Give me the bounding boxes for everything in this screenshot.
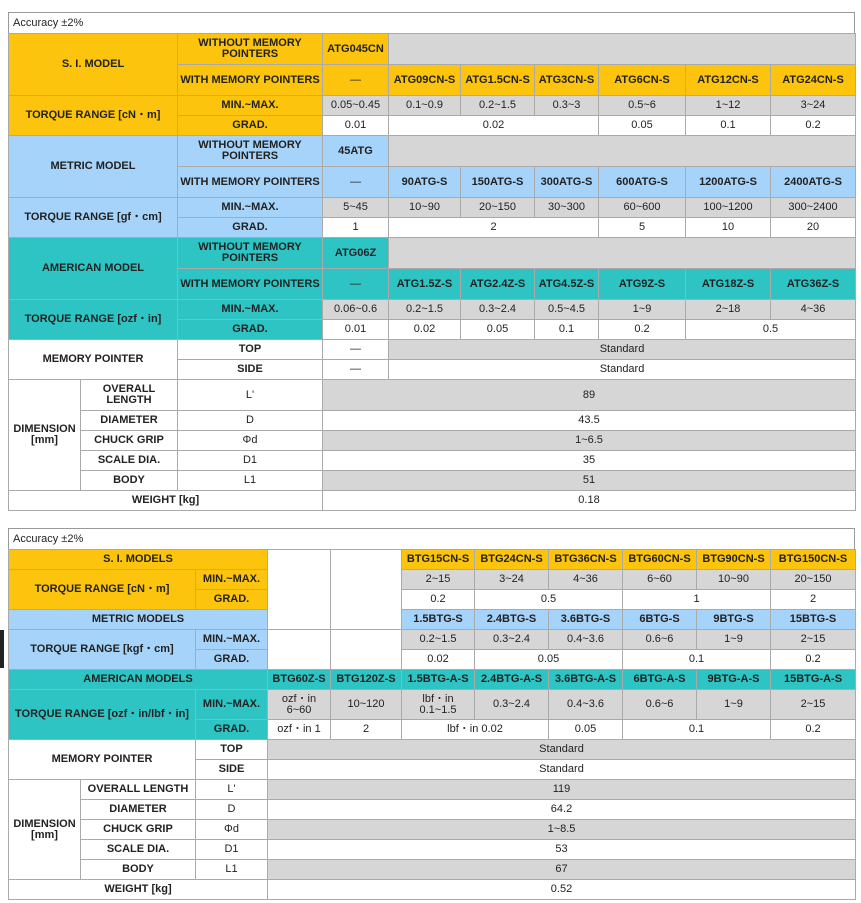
range-cell: 0.1~0.9	[389, 96, 461, 116]
dim-name: BODY	[81, 471, 178, 491]
dim-symbol: L'	[196, 780, 268, 800]
range-cell: 2~15	[771, 690, 856, 720]
range-cell: 1~12	[686, 96, 771, 116]
dim-value: 89	[323, 380, 856, 411]
accuracy-note: Accuracy ±2%	[8, 528, 855, 549]
model-cell: 15BTG-S	[771, 610, 856, 630]
range-cell: 20~150	[771, 570, 856, 590]
range-cell: 1~9	[599, 300, 686, 320]
dim-value: 43.5	[323, 411, 856, 431]
american-models-label: AMERICAN MODELS	[9, 670, 268, 690]
model-cell: ATG24CN-S	[771, 65, 856, 96]
empty-cell	[389, 34, 856, 65]
model-cell: —	[323, 65, 389, 96]
american-model-label: AMERICAN MODEL	[9, 238, 178, 300]
range-cell: 1~9	[697, 690, 771, 720]
memory-pointer-label: MEMORY POINTER	[9, 340, 178, 380]
minmax-label: MIN.~MAX.	[178, 96, 323, 116]
model-cell: ATG1.5CN-S	[461, 65, 535, 96]
grad-cell: 0.05	[599, 116, 686, 136]
model-cell: 9BTG-A-S	[697, 670, 771, 690]
dim-symbol: L1	[178, 471, 323, 491]
grad-cell: 2	[389, 218, 599, 238]
range-cell: 3~24	[475, 570, 549, 590]
dim-symbol: L1	[196, 860, 268, 880]
range-cell: 10~90	[697, 570, 771, 590]
range-cell: 20~150	[461, 198, 535, 218]
metric-model-label: METRIC MODEL	[9, 136, 178, 198]
without-mp-label: WITHOUT MEMORY POINTERS	[178, 34, 323, 65]
torque-range-label: TORQUE RANGE [cN・m]	[9, 96, 178, 136]
grad-cell: 0.1	[623, 650, 771, 670]
grad-cell: lbf・in 0.02	[402, 720, 549, 740]
model-cell: 3.6BTG-S	[549, 610, 623, 630]
minmax-label: MIN.~MAX.	[196, 690, 268, 720]
model-cell: 45ATG	[323, 136, 389, 167]
top-label: TOP	[196, 740, 268, 760]
model-cell: BTG24CN-S	[475, 550, 549, 570]
grad-cell: 0.02	[389, 116, 599, 136]
empty-cell	[268, 630, 331, 670]
range-cell: 0.05~0.45	[323, 96, 389, 116]
without-mp-label: WITHOUT MEMORY POINTERS	[178, 136, 323, 167]
model-cell: BTG36CN-S	[549, 550, 623, 570]
mp-standard: Standard	[268, 760, 856, 780]
model-cell: 90ATG-S	[389, 167, 461, 198]
range-cell: 4~36	[771, 300, 856, 320]
range-cell: 10~120	[331, 690, 402, 720]
minmax-label: MIN.~MAX.	[178, 198, 323, 218]
model-cell: 300ATG-S	[535, 167, 599, 198]
grad-cell: ozf・in 1	[268, 720, 331, 740]
grad-cell: 0.1	[623, 720, 771, 740]
model-cell: ATG2.4Z-S	[461, 269, 535, 300]
range-cell: 0.2~1.5	[402, 630, 475, 650]
grad-label: GRAD.	[196, 590, 268, 610]
grad-cell: 0.02	[402, 650, 475, 670]
dim-name: OVERALL LENGTH	[81, 380, 178, 411]
range-cell: 0.2~1.5	[461, 96, 535, 116]
dim-symbol: L'	[178, 380, 323, 411]
metric-models-label: METRIC MODELS	[9, 610, 268, 630]
model-cell: ATG09CN-S	[389, 65, 461, 96]
model-cell: ATG36Z-S	[771, 269, 856, 300]
dim-name: CHUCK GRIP	[81, 820, 196, 840]
dim-value: 1~6.5	[323, 431, 856, 451]
range-cell: 0.3~2.4	[475, 690, 549, 720]
mp-cell: —	[323, 340, 389, 360]
model-cell: 150ATG-S	[461, 167, 535, 198]
model-cell: BTG120Z-S	[331, 670, 402, 690]
model-cell: BTG60CN-S	[623, 550, 697, 570]
model-cell: ATG045CN	[323, 34, 389, 65]
empty-cell	[389, 136, 856, 167]
grad-cell: 0.05	[475, 650, 623, 670]
btg-spec-table	[8, 549, 856, 740]
grad-cell: 0.5	[475, 590, 623, 610]
grad-cell: 0.01	[323, 320, 389, 340]
grad-cell: 5	[599, 218, 686, 238]
range-cell: 1~9	[697, 630, 771, 650]
grad-cell: 0.05	[549, 720, 623, 740]
mp-cell: —	[323, 360, 389, 380]
grad-cell: 0.02	[389, 320, 461, 340]
model-cell: ATG6CN-S	[599, 65, 686, 96]
empty-cell	[389, 238, 856, 269]
range-cell: 0.6~6	[623, 690, 697, 720]
dim-value: 51	[323, 471, 856, 491]
model-cell: 1.5BTG-S	[402, 610, 475, 630]
range-cell: 0.06~0.6	[323, 300, 389, 320]
torque-range-label: TORQUE RANGE [ozf・in/lbf・in]	[9, 690, 196, 740]
model-cell: ATG06Z	[323, 238, 389, 269]
model-cell: 1.5BTG-A-S	[402, 670, 475, 690]
range-cell: ozf・in 6~60	[268, 690, 331, 720]
without-mp-label: WITHOUT MEMORY POINTERS	[178, 238, 323, 269]
grad-cell: 0.5	[686, 320, 856, 340]
grad-cell: 0.1	[686, 116, 771, 136]
memory-pointer-label: MEMORY POINTER	[9, 740, 196, 780]
grad-cell: 20	[771, 218, 856, 238]
dim-name: DIAMETER	[81, 411, 178, 431]
model-cell: 2.4BTG-A-S	[475, 670, 549, 690]
torque-range-label: TORQUE RANGE [cN・m]	[9, 570, 196, 610]
torque-range-label: TORQUE RANGE [ozf・in]	[9, 300, 178, 340]
grad-cell: 0.2	[771, 650, 856, 670]
range-cell: lbf・in 0.1~1.5	[402, 690, 475, 720]
grad-cell: 2	[331, 720, 402, 740]
minmax-label: MIN.~MAX.	[196, 570, 268, 590]
dim-symbol: Φd	[196, 820, 268, 840]
model-cell: BTG150CN-S	[771, 550, 856, 570]
model-cell: BTG90CN-S	[697, 550, 771, 570]
atg-spec-table	[8, 33, 856, 380]
empty-cell	[331, 630, 402, 670]
model-cell: —	[323, 167, 389, 198]
range-cell: 10~90	[389, 198, 461, 218]
si-model-label: S. I. MODEL	[9, 34, 178, 96]
dim-name: DIAMETER	[81, 800, 196, 820]
dim-value: 1~8.5	[268, 820, 856, 840]
dim-symbol: D1	[196, 840, 268, 860]
mp-standard: Standard	[268, 740, 856, 760]
atg-dimension-table	[8, 379, 856, 511]
accuracy-note: Accuracy ±2%	[8, 12, 855, 33]
grad-cell: 0.01	[323, 116, 389, 136]
range-cell: 6~60	[623, 570, 697, 590]
range-cell: 2~15	[402, 570, 475, 590]
grad-cell: 10	[686, 218, 771, 238]
torque-range-label: TORQUE RANGE [gf・cm]	[9, 198, 178, 238]
dim-symbol: D	[178, 411, 323, 431]
grad-cell: 0.2	[771, 720, 856, 740]
top-label: TOP	[178, 340, 323, 360]
range-cell: 5~45	[323, 198, 389, 218]
range-cell: 60~600	[599, 198, 686, 218]
minmax-label: MIN.~MAX.	[196, 630, 268, 650]
range-cell: 300~2400	[771, 198, 856, 218]
model-cell: 3.6BTG-A-S	[549, 670, 623, 690]
grad-label: GRAD.	[178, 320, 323, 340]
grad-cell: 2	[771, 590, 856, 610]
torque-range-label: TORQUE RANGE [kgf・cm]	[9, 630, 196, 670]
with-mp-label: WITH MEMORY POINTERS	[178, 65, 323, 96]
grad-cell: 0.2	[402, 590, 475, 610]
empty-cell	[331, 550, 402, 630]
side-marker	[0, 630, 4, 668]
range-cell: 0.5~6	[599, 96, 686, 116]
side-label: SIDE	[178, 360, 323, 380]
model-cell: ATG9Z-S	[599, 269, 686, 300]
model-cell: 6BTG-S	[623, 610, 697, 630]
model-cell: —	[323, 269, 389, 300]
dim-value: 119	[268, 780, 856, 800]
minmax-label: MIN.~MAX.	[178, 300, 323, 320]
mp-standard: Standard	[389, 360, 856, 380]
range-cell: 0.4~3.6	[549, 690, 623, 720]
dim-value: 64.2	[268, 800, 856, 820]
range-cell: 2~18	[686, 300, 771, 320]
range-cell: 0.3~2.4	[475, 630, 549, 650]
spec-table-2	[8, 528, 855, 900]
btg-lower-table	[8, 739, 856, 900]
grad-cell: 0.2	[599, 320, 686, 340]
grad-cell: 1	[323, 218, 389, 238]
grad-cell: 1	[623, 590, 771, 610]
model-cell: 600ATG-S	[599, 167, 686, 198]
dimension-label: DIMENSION [mm]	[9, 780, 81, 880]
range-cell: 3~24	[771, 96, 856, 116]
model-cell: 9BTG-S	[697, 610, 771, 630]
weight-label: WEIGHT [kg]	[9, 491, 323, 511]
si-models-label: S. I. MODELS	[9, 550, 268, 570]
model-cell: 1200ATG-S	[686, 167, 771, 198]
weight-value: 0.52	[268, 880, 856, 900]
range-cell: 2~15	[771, 630, 856, 650]
dim-name: CHUCK GRIP	[81, 431, 178, 451]
grad-label: GRAD.	[196, 650, 268, 670]
model-cell: BTG60Z-S	[268, 670, 331, 690]
grad-label: GRAD.	[178, 218, 323, 238]
dim-value: 53	[268, 840, 856, 860]
dim-symbol: D1	[178, 451, 323, 471]
model-cell: ATG18Z-S	[686, 269, 771, 300]
range-cell: 100~1200	[686, 198, 771, 218]
range-cell: 0.3~2.4	[461, 300, 535, 320]
model-cell: 6BTG-A-S	[623, 670, 697, 690]
dim-name: SCALE DIA.	[81, 451, 178, 471]
model-cell: 2400ATG-S	[771, 167, 856, 198]
with-mp-label: WITH MEMORY POINTERS	[178, 269, 323, 300]
grad-cell: 0.2	[771, 116, 856, 136]
model-cell: 2.4BTG-S	[475, 610, 549, 630]
dimension-label: DIMENSION [mm]	[9, 380, 81, 491]
spec-table-1	[8, 12, 855, 511]
range-cell: 0.3~3	[535, 96, 599, 116]
dim-name: BODY	[81, 860, 196, 880]
model-cell: ATG4.5Z-S	[535, 269, 599, 300]
range-cell: 0.2~1.5	[389, 300, 461, 320]
dim-value: 67	[268, 860, 856, 880]
model-cell: ATG1.5Z-S	[389, 269, 461, 300]
model-cell: ATG3CN-S	[535, 65, 599, 96]
grad-cell: 0.1	[535, 320, 599, 340]
dim-symbol: D	[196, 800, 268, 820]
grad-label: GRAD.	[196, 720, 268, 740]
weight-value: 0.18	[323, 491, 856, 511]
empty-cell	[268, 550, 331, 630]
range-cell: 0.6~6	[623, 630, 697, 650]
model-cell: BTG15CN-S	[402, 550, 475, 570]
side-label: SIDE	[196, 760, 268, 780]
dim-name: SCALE DIA.	[81, 840, 196, 860]
range-cell: 0.5~4.5	[535, 300, 599, 320]
range-cell: 0.4~3.6	[549, 630, 623, 650]
dim-value: 35	[323, 451, 856, 471]
mp-standard: Standard	[389, 340, 856, 360]
dim-symbol: Φd	[178, 431, 323, 451]
weight-label: WEIGHT [kg]	[9, 880, 268, 900]
range-cell: 30~300	[535, 198, 599, 218]
grad-cell: 0.05	[461, 320, 535, 340]
dim-name: OVERALL LENGTH	[81, 780, 196, 800]
model-cell: ATG12CN-S	[686, 65, 771, 96]
grad-label: GRAD.	[178, 116, 323, 136]
with-mp-label: WITH MEMORY POINTERS	[178, 167, 323, 198]
model-cell: 15BTG-A-S	[771, 670, 856, 690]
range-cell: 4~36	[549, 570, 623, 590]
